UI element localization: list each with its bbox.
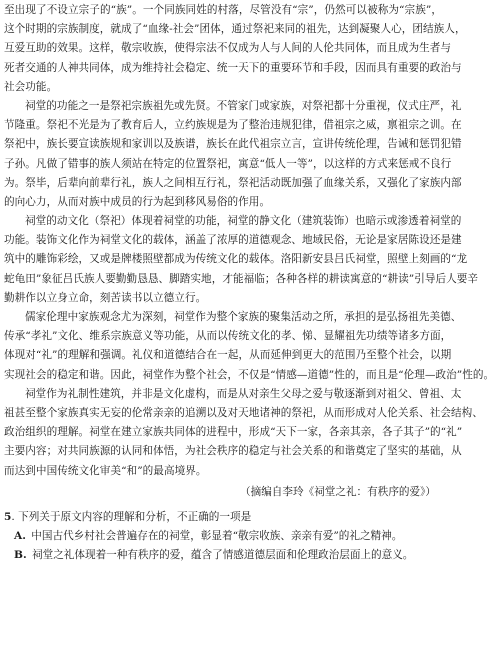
passage-line: 政治组织的理解。祠堂在建立家族共同体的进程中，形成“天下一家，各亲其亲，各子其子”的“礼”	[4, 426, 463, 439]
passage-line: 功能。装饰文化作为祠堂文化的载体，涵盖了浓厚的道德观念、地域民俗，无论是家居陈设还是建	[4, 234, 462, 247]
passage-line: 实现社会的稳定和谐。因此，祠堂作为整个社会，不仅是“情感—道德”性的，而且是“伦理—政治”性的。	[4, 368, 494, 381]
passage-line: 的向心力，从而对族中成员的行为起到移风易俗的作用。	[4, 195, 271, 208]
option-text: 祠堂之礼体现着一种有秩序的爱，蕴含了情感道德层面和伦理政治层面上的意义。	[32, 549, 414, 562]
option-letter: B.	[14, 549, 27, 562]
passage-line: 祠堂的动文化（祭祀）体现着祠堂的功能，祠堂的静文化（建筑装饰）也暗示或渗透着祠堂的	[25, 215, 462, 228]
passage-line: 儒家伦理中家族观念尤为深刻，祠堂作为整个家族的聚集活动之所，承担的是弘扬祖先美德、	[25, 311, 462, 323]
passage-line: 筑中的雕饰彩绘，又或是牌楼照壁都成为传统文化的载体。洛阳新安县吕氏祠堂，照壁上刻画的“龙	[4, 253, 468, 266]
passage-line: 为。祭毕，后辈向前辈行礼，族人之间相互行礼，祭祀活动既加强了血缘关系，又强化了家族内部	[4, 176, 462, 189]
passage-line: 祭祀中，族长要宣读族规和家训以及族谱，族长在此代祖宗立言，宣讲传统伦理，告诫和惩罚犯错	[4, 138, 462, 151]
passage-line: 祠堂作为礼制性建筑，并非是文化虚构，而是从对亲生父母之爱与敬逐渐到对祖父、曾祖、太	[25, 387, 462, 400]
passage-line: 蛇龟田”象征吕氏族人要勤勤恳恳、脚踏实地，才能福临；各种各样的耕读寓意的“耕读”引导后人要辛	[4, 272, 479, 285]
question-text: 下列关于原文内容的理解和分析，不正确的一项是	[18, 510, 252, 523]
passage-line: 节隆重。祭祀不光是为了教育后人，立约族规是为了整治违规犯律，借祖宗之威，禀祖宗之训。在	[4, 119, 462, 132]
passage-line: 主要内容；对共同族源的认同和体悟，为社会秩序的稳定与社会关系的和谐奠定了坚实的基础，从	[4, 445, 462, 458]
source-citation: （摘编自李玲《祠堂之礼：有秩序的爱》）	[240, 485, 436, 498]
option-a[interactable]	[4, 527, 442, 546]
question-number-dot: .	[11, 510, 19, 523]
passage-line: 子孙。凡做了错事的族人须站在特定的位置祭祀，寓意“低人一等”，以这样的方式来惩戒不良行	[4, 157, 452, 170]
passage-line: 这个时期的宗族制度，就成了“血缘-社会”团体，通过祭祀来同的祖先，达到凝聚人心，团结族人，	[4, 23, 466, 36]
question-stem	[4, 508, 442, 527]
passage-line: 互爱互助的效果。这样，敬宗收族，使得宗法不仅成为人与人间的人伦共同体，而且成为生者与	[4, 42, 452, 55]
option-letter: A.	[14, 530, 26, 543]
passage-line: 死者交通的人神共同体，成为维持社会稳定、统一天下的重要环节和手段，因而具有重要的政治与	[4, 61, 462, 74]
option-b[interactable]	[4, 546, 442, 565]
passage-line: 社会功能。	[4, 80, 58, 93]
passage-line: 而达到中国传统文化审美“和”的最高境界。	[4, 464, 207, 477]
passage-line: 勤耕作以立身立命，刻苦读书以立德立行。	[4, 291, 207, 304]
question-number: 5	[4, 510, 12, 523]
passage-line: 体现对“礼”的理解和强调。礼仪和道德结合在一起，从而延伸到更大的范围乃至整个社会，以期	[4, 349, 452, 362]
option-text: 中国古代乡村社会普遍存在的祠堂，彰显着“敬宗收族、亲亲有爱”的礼之精神。	[31, 530, 403, 543]
passage-line: 祖甚至整个家族真实无妄的伦常亲亲的追溯以及对天地诸神的祭祀，从而形成对人伦关系、社会结构、	[4, 406, 483, 419]
passage	[4, 1, 494, 481]
passage-line: 至出现了不设立宗子的“族”。一个同族同姓的村落，尽管没有“宗”，仍然可以被称为“宗族”，	[4, 4, 442, 16]
passage-line: 祠堂的功能之一是祭祀宗族祖先或先贤。不管家门或家族，对祭祀都十分重视，仪式庄严，礼	[25, 99, 462, 112]
passage-line: 传承“孝礼”文化、维系宗族意义等功能，从而以传统文化的孝、悌、显耀祖先功绩等诸多方面，	[4, 330, 452, 343]
